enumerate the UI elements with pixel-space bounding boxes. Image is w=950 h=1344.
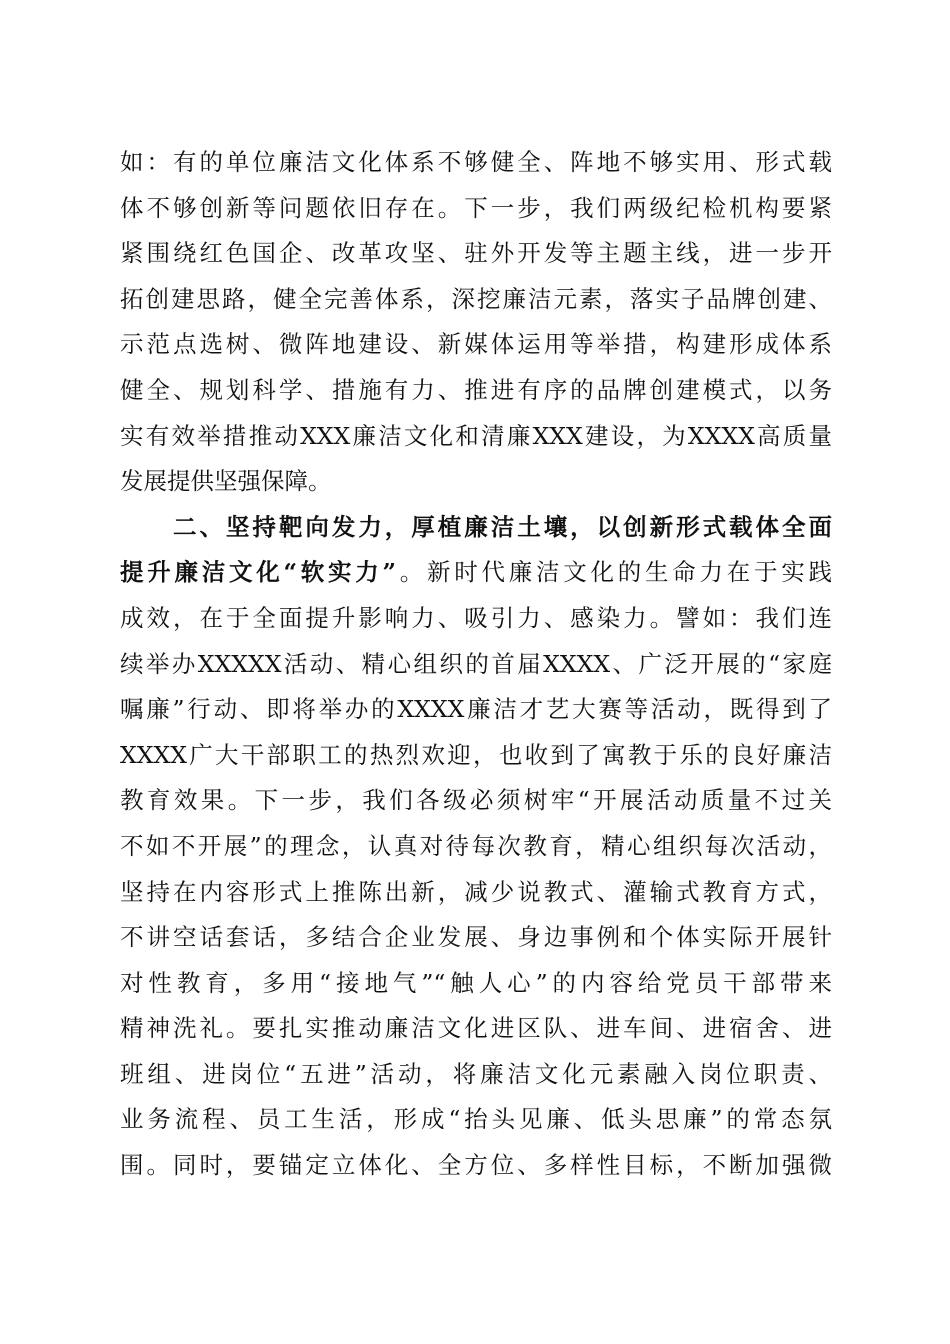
section-heading-continuation [120, 550, 832, 596]
text-line: 如：有的单位廉洁文化体系不够健全、阵地不够实用、形式载 [120, 148, 832, 176]
text-line: 班组、进岗位“五进”活动，将廉洁文化元素融入岗位职责、 [120, 1059, 832, 1088]
text-line: 体不够创新等问题依旧存在。下一步，我们两级纪检机构要紧 [120, 193, 832, 222]
text-line: XXXX广大干部职工的热烈欢迎，也收到了寓教于乐的良好廉洁 [120, 740, 832, 769]
section-heading-tail: 提升廉洁文化“软实力” [120, 558, 397, 587]
text-line: 不如不开展”的理念，认真对待每次教育，精心组织每次活动， [120, 831, 832, 860]
section-heading-line: 二、坚持靶向发力，厚植廉洁土壤，以创新形式载体全面 [120, 512, 832, 541]
text-line: 健全、规划科学、措施有力、推进有序的品牌创建模式，以务 [120, 375, 832, 404]
paragraph-text: 。新时代廉洁文化的生命力在于实践 [396, 558, 832, 587]
text-line: 教育效果。下一步，我们各级必须树牢“开展活动质量不过关 [120, 786, 832, 815]
text-line: 围。同时，要锚定立体化、全方位、多样性目标，不断加强微 [120, 1151, 832, 1180]
text-line: 实有效举措推动XXX廉洁文化和清廉XXX建设，为XXXX高质量 [120, 421, 832, 450]
text-line: 发展提供坚强保障。 [120, 467, 332, 496]
text-line: 紧围绕红色国企、改革攻坚、驻外开发等主题主线，进一步开 [120, 239, 832, 268]
text-line: 坚持在内容形式上推陈出新，减少说教式、灌输式教育方式， [120, 877, 832, 906]
text-line: 拓创建思路，健全完善体系，深挖廉洁元素，落实子品牌创建、 [120, 284, 832, 313]
paragraph-1 [120, 140, 832, 505]
paragraph-2 [120, 505, 832, 1189]
text-line: 业务流程、员工生活，形成“抬头见廉、低头思廉”的常态氛 [120, 1105, 832, 1134]
text-line: 示范点选树、微阵地建设、新媒体运用等举措，构建形成体系 [120, 330, 832, 359]
text-line: 不讲空话套话，多结合企业发展、身边事例和个体实际开展针 [120, 923, 832, 952]
document-body [120, 140, 832, 1189]
text-line: 成效，在于全面提升影响力、吸引力、感染力。譬如：我们连 [120, 603, 832, 632]
text-line: 精神洗礼。要扎实推动廉洁文化进区队、进车间、进宿舍、进 [120, 1014, 832, 1043]
text-line: 嘱廉”行动、即将举办的XXXX廉洁才艺大赛等活动，既得到了 [120, 695, 832, 724]
text-line: 续举办XXXXX活动、精心组织的首届XXXX、广泛开展的“家庭 [120, 649, 832, 678]
text-line: 对性教育，多用“接地气”“触人心”的内容给党员干部带来 [120, 968, 832, 997]
